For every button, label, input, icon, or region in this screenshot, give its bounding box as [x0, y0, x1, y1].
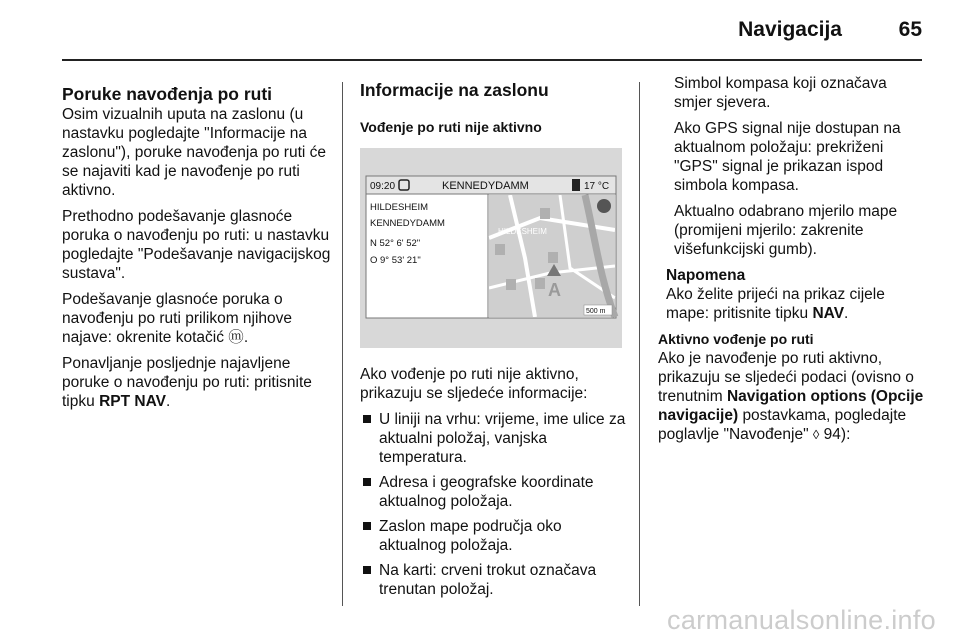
parking-icon	[540, 208, 550, 219]
note-end: .	[844, 305, 849, 322]
list-item: Na karti: crveni trokut označava trenutan položaj.	[360, 561, 628, 599]
parking-icon	[495, 244, 505, 255]
screen-city: HILDESHEIM	[370, 202, 429, 213]
note-text	[666, 285, 924, 323]
cross-reference-icon: ◊	[812, 427, 820, 442]
screen-time: 09:20	[370, 181, 396, 192]
screen-street: KENNEDYDAMM	[442, 180, 529, 192]
parking-icon	[506, 279, 516, 290]
column-divider-1	[342, 82, 343, 606]
page-header-title: Navigacija	[738, 18, 842, 41]
watermark: carmanualsonline.info	[667, 605, 936, 635]
column-3	[658, 74, 924, 451]
paragraph: Osim vizualnih uputa na zaslonu (u nastavku pogledajte "Informacije na zaslonu"), poruke navođenja po ruti će se najaviti kad je navođenje po ruti aktivno.	[62, 106, 326, 199]
paragraph	[62, 354, 332, 411]
screen-address: KENNEDYDAMM	[370, 218, 445, 229]
note-body: Ako želite prijeći na prikaz cijele mape: pritisnite tipku	[666, 286, 885, 322]
column-1	[62, 84, 332, 418]
map-city-label: HILDESHEIM	[498, 227, 547, 236]
column-2	[360, 80, 628, 147]
knob-symbol-icon: ⓜ	[228, 329, 244, 346]
menu-name-navigation-options: Navigation options (Opcije navigacije)	[658, 388, 924, 424]
column-2-body	[360, 365, 628, 605]
parking-icon	[535, 278, 545, 289]
paragraph: Simbol kompasa koji označava smjer sjevera.	[674, 75, 887, 111]
subheading-guidance-active: Aktivno vođenje po ruti	[658, 331, 814, 347]
paragraph-text: postavkama, pogledajte poglavlje "Navođenje"	[658, 407, 907, 443]
paragraph-text: Ako je navođenje po ruti aktivno, prikazuju se sljedeći podaci (ovisno o trenutnim	[658, 350, 914, 405]
button-name-rpt-nav: RPT NAV	[99, 393, 166, 410]
paragraph	[62, 290, 332, 347]
paragraph: Aktualno odabrano mjerilo mape (promijeni mjerilo: zakrenite višefunkcijski gumb).	[674, 203, 898, 258]
paragraph-text: Podešavanje glasnoće poruka o navođenju po ruti prilikom njihove najave: okrenite kotačić	[62, 291, 293, 346]
list-item: Adresa i geografske koordinate aktualnog položaja.	[360, 473, 628, 511]
paragraph-end: .	[165, 393, 171, 410]
map-scale: 500 m	[586, 308, 606, 315]
list-item: Zaslon mape područja oko aktualnog položaja.	[360, 517, 628, 555]
paragraph-end: .	[243, 329, 249, 346]
button-name-nav: NAV	[812, 305, 845, 322]
compass-icon	[597, 199, 611, 213]
thermometer-icon	[572, 179, 580, 191]
paragraph	[658, 349, 924, 444]
paragraph-text: Ponavljanje posljednje najavljene poruke o navođenju po ruti: pritisnite tipku	[62, 355, 312, 410]
paragraph: Ako vođenje po ruti nije aktivno, prikazuju se sljedeće informacije:	[360, 366, 588, 402]
map-area-marker: A	[548, 280, 561, 300]
screen-latitude: N 52° 6' 52"	[370, 238, 421, 249]
subheading-guidance-inactive: Vođenje po ruti nije aktivno	[360, 119, 542, 135]
column-divider-2	[639, 82, 640, 606]
page-number: 65	[898, 18, 922, 41]
paragraph: Prethodno podešavanje glasnoće poruka o navođenju po ruti: u nastavku pogledajte "Podešavanje navigacijskog sustava".	[62, 208, 331, 282]
note-block	[658, 266, 924, 323]
paragraph: Ako GPS signal nije dostupan na aktualnom položaju: prekriženi "GPS" signal je prikazan ispod simbola kompasa.	[674, 120, 901, 194]
note-title: Napomena	[666, 267, 746, 284]
screen-temperature: 17 °C	[584, 181, 610, 192]
screen-longitude: O 9° 53' 21"	[370, 255, 421, 266]
parking-icon	[548, 252, 558, 263]
section-heading-route-messages: Poruke navođenja po ruti	[62, 84, 273, 104]
section-heading-screen-info: Informacije na zaslonu	[360, 80, 549, 100]
navigation-screen-illustration	[360, 148, 622, 348]
page-reference: 94):	[823, 426, 851, 443]
list-item: U liniji na vrhu: vrijeme, ime ulice za aktualni položaj, vanjska temperatura.	[360, 410, 628, 467]
info-list	[360, 410, 628, 599]
header-rule	[62, 59, 922, 61]
